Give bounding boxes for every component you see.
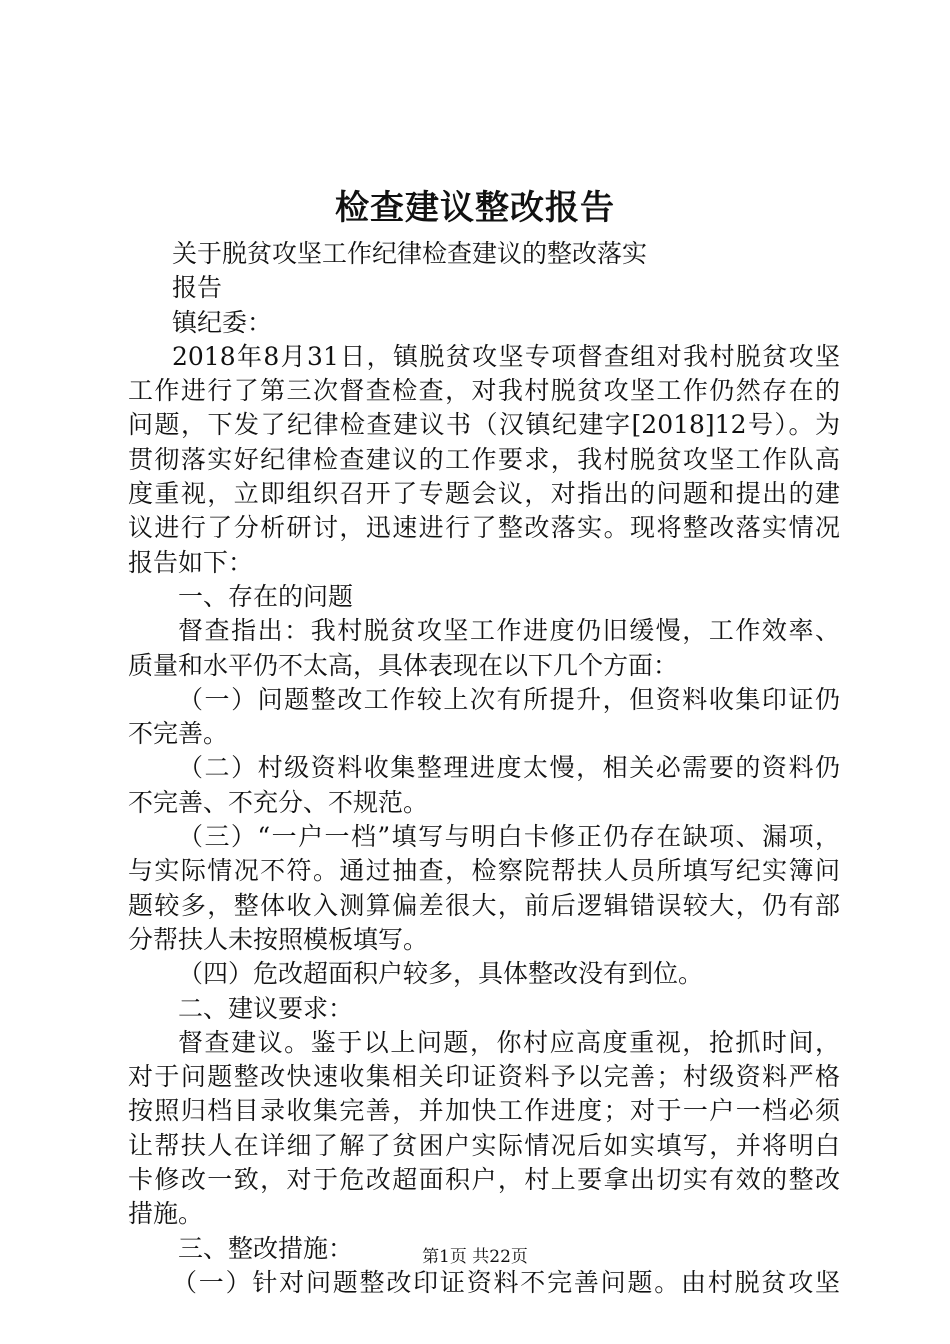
body-line: （二）村级资料收集整理进度太慢，相关必需要的资料仍 <box>178 753 840 783</box>
body-line: 贯彻落实好纪律检查建议的工作要求，我村脱贫攻坚工作队高 <box>128 444 840 474</box>
body-line: 镇纪委： <box>172 307 273 337</box>
body-line: 一、存在的问题 <box>178 581 354 611</box>
body-line: 三、整改措施： <box>178 1233 354 1263</box>
body-line: 问题，下发了纪律检查建议书（汉镇纪建字[2018]12号）。为 <box>128 410 840 440</box>
body-line: 分帮扶人未按照模板填写。 <box>128 924 429 954</box>
body-line: 报告 <box>172 273 223 303</box>
body-line: 二、建议要求： <box>178 993 354 1023</box>
body-line: 2018年8月31日，镇脱贫攻坚专项督查组对我村脱贫攻坚 <box>172 341 840 371</box>
body-line: （四）危改超面积户较多，具体整改没有到位。 <box>178 959 704 989</box>
body-line: 按照归档目录收集完善，并加快工作进度；对于一户一档必须 <box>128 1096 840 1126</box>
body-line: 题较多，整体收入测算偏差很大，前后逻辑错误较大，仍有部 <box>128 890 840 920</box>
body-line: 督查指出：我村脱贫攻坚工作进度仍旧缓慢，工作效率、 <box>178 616 840 646</box>
body-line: 议进行了分析研讨，迅速进行了整改落实。现将整改落实情况 <box>128 513 840 543</box>
body-line: 措施。 <box>128 1199 204 1229</box>
body-line: 报告如下： <box>128 547 254 577</box>
body-line: 不完善、不充分、不规范。 <box>128 787 429 817</box>
body-line: （三）“一户一档”填写与明白卡修正仍存在缺项、漏项， <box>178 822 840 852</box>
body-line: （一）针对问题整改印证资料不完善问题。由村脱贫攻坚 <box>172 1267 840 1297</box>
body-line: 度重视，立即组织召开了专题会议，对指出的问题和提出的建 <box>128 479 840 509</box>
body-line: 质量和水平仍不太高，具体表现在以下几个方面： <box>128 650 679 680</box>
document-title: 检查建议整改报告 <box>335 188 615 228</box>
body-line: （一）问题整改工作较上次有所提升，但资料收集印证仍 <box>178 684 840 714</box>
body-line: 卡修改一致，对于危改超面积户，村上要拿出切实有效的整改 <box>128 1165 840 1195</box>
body-line: 对于问题整改快速收集相关印证资料予以完善；村级资料严格 <box>128 1062 840 1092</box>
page-footer: 第1页 共22页 <box>422 1247 528 1267</box>
body-line: 关于脱贫攻坚工作纪律检查建议的整改落实 <box>172 239 648 268</box>
body-line: 让帮扶人在详细了解了贫困户实际情况后如实填写，并将明白 <box>128 1130 840 1160</box>
body-line: 不完善。 <box>128 719 229 749</box>
body-line: 督查建议。鉴于以上问题，你村应高度重视，抢抓时间， <box>178 1027 840 1057</box>
body-line: 工作进行了第三次督查检查，对我村脱贫攻坚工作仍然存在的 <box>128 376 840 406</box>
body-line: 与实际情况不符。通过抽查，检察院帮扶人员所填写纪实簿问 <box>128 856 840 886</box>
document-body <box>128 237 840 1300</box>
